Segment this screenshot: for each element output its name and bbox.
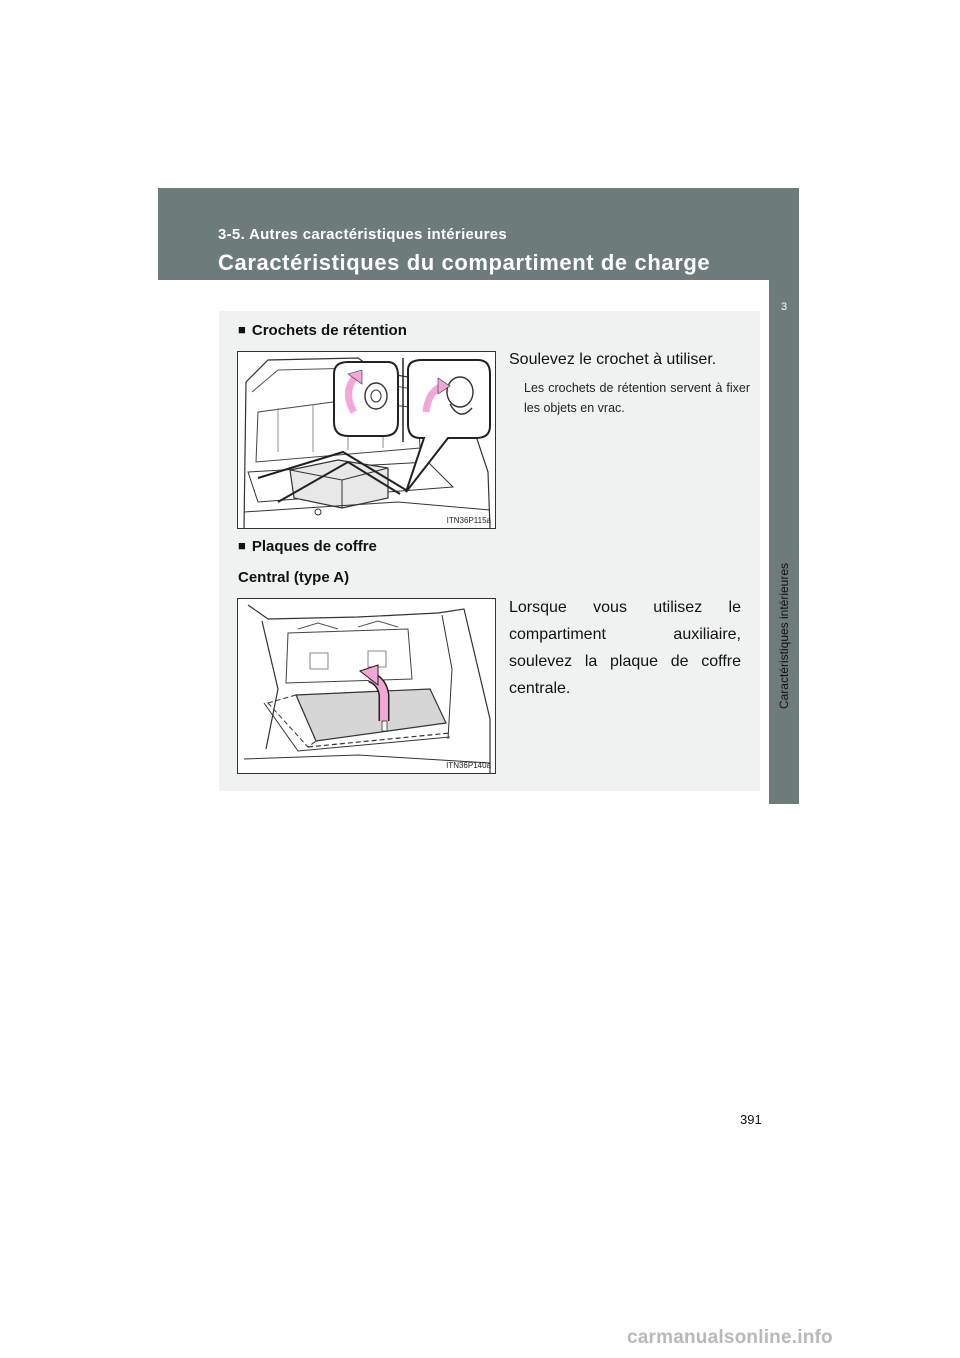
heading-text: Crochets de rétention	[251, 322, 407, 339]
illustration-retention-hooks	[237, 351, 496, 529]
section-heading-hooks	[238, 322, 407, 339]
chapter-tab[interactable]	[769, 279, 799, 804]
chapter-label: Caractéristiques intérieures	[777, 562, 791, 710]
chapter-number: 3	[780, 301, 788, 313]
section-heading-plates	[238, 538, 377, 555]
page-number: 391	[740, 1112, 762, 1127]
square-bullet-icon: ■	[238, 322, 246, 337]
square-bullet-icon: ■	[238, 538, 246, 553]
illustration-code: ITN36P115a	[446, 516, 491, 525]
section-label: 3-5. Autres caractéristiques intérieures	[218, 226, 508, 243]
note-text: Les crochets de rétention servent à fixer les objets en vrac.	[524, 381, 750, 415]
instruction-text: Soulevez le crochet à utiliser.	[509, 351, 717, 368]
trunk-deck-board-drawing	[238, 599, 495, 773]
watermark: carmanualsonline.info	[627, 1327, 833, 1348]
page-title: Caractéristiques du compartiment de charge	[218, 250, 711, 275]
illustration-code: ITN36P140a	[446, 761, 491, 770]
sub-heading: Central (type A)	[238, 569, 350, 586]
trunk-hooks-drawing	[238, 352, 495, 528]
illustration-deck-board	[237, 598, 496, 774]
instruction-text: Lorsque vous utilisez le compartiment auxiliaire, soulevez la plaque de coffre centrale.	[509, 599, 741, 697]
heading-text: Plaques de coffre	[251, 538, 377, 555]
